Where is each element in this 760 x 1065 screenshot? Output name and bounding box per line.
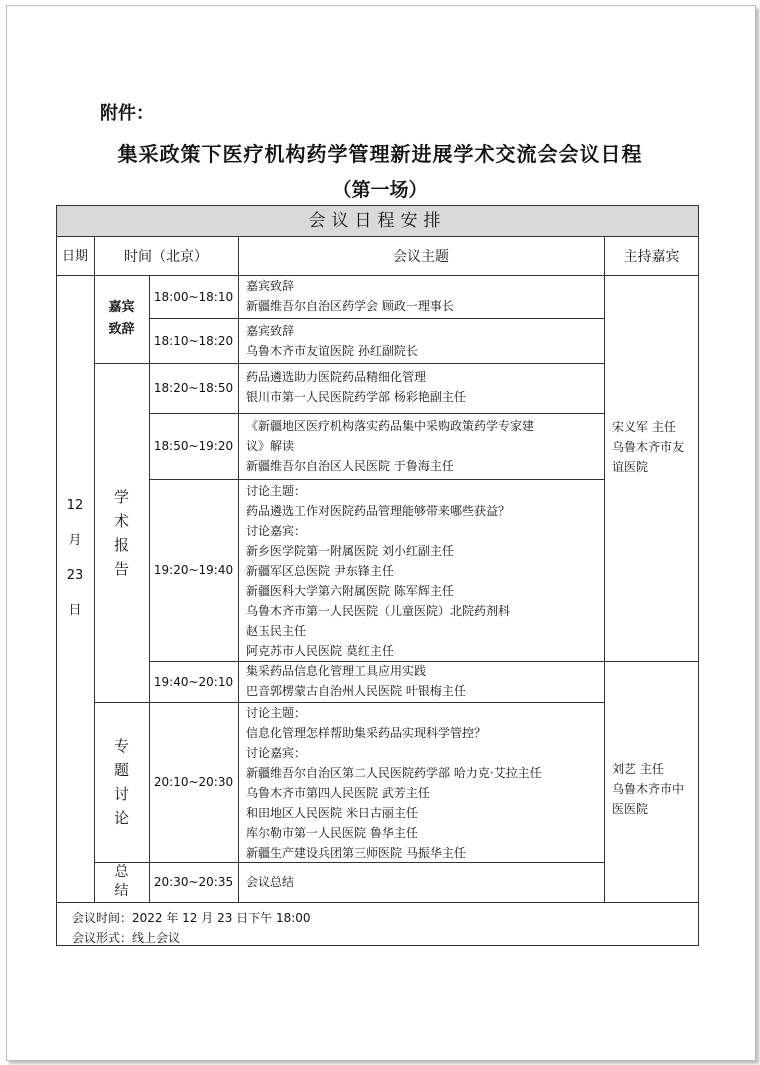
host-line: 宋义军 主任 bbox=[612, 420, 676, 434]
topic-line: 新疆维吾尔自治区人民医院 于鲁海主任 bbox=[246, 459, 454, 473]
attachment-label: 附件： bbox=[100, 103, 154, 124]
topic-line: 嘉宾致辞 bbox=[246, 279, 295, 293]
schedule-table bbox=[56, 205, 699, 945]
session-label-part: 论 bbox=[113, 809, 129, 827]
host-line: 谊医院 bbox=[612, 460, 649, 474]
time-cell: 18:00~18:10 bbox=[153, 289, 234, 304]
topic-line: 银川市第一人民医院药学部 杨彩艳副主任 bbox=[246, 390, 466, 404]
topic-line: 赵玉民主任 bbox=[246, 624, 307, 638]
topic-line: 嘉宾致辞 bbox=[246, 324, 295, 338]
host-line: 刘艺 主任 bbox=[612, 762, 664, 776]
topic-cell bbox=[238, 363, 604, 413]
topic-line: 库尔勒市第一人民医院 鲁华主任 bbox=[246, 826, 418, 840]
document-title: 集采政策下医疗机构药学管理新进展学术交流会会议日程 bbox=[117, 142, 643, 166]
host-line: 乌鲁木齐市友 bbox=[612, 440, 685, 454]
topic-line: 新疆医科大学第六附属医院 陈军辉主任 bbox=[246, 584, 454, 598]
topic-line: 讨论嘉宾： bbox=[246, 524, 307, 538]
topic-line: 讨论主题： bbox=[246, 706, 307, 720]
topic-line: 新乡医学院第一附属医院 刘小红副主任 bbox=[246, 544, 454, 558]
host-line: 乌鲁木齐市中 bbox=[612, 782, 685, 796]
topic-line: 新疆维吾尔自治区第二人民医院药学部 哈力克·艾拉主任 bbox=[246, 766, 542, 780]
host-line: 医医院 bbox=[612, 802, 649, 816]
time-cell: 18:10~18:20 bbox=[153, 333, 234, 348]
topic-line: 新疆军区总医院 尹东锋主任 bbox=[246, 564, 394, 578]
topic-line: 和田地区人民医院 米日古丽主任 bbox=[246, 806, 418, 820]
topic-line: 乌鲁木齐市第四人民医院 武芳主任 bbox=[246, 786, 430, 800]
topic-cell bbox=[238, 275, 604, 318]
time-cell: 19:40~20:10 bbox=[153, 674, 234, 689]
session-summary bbox=[94, 862, 149, 902]
date-cell bbox=[56, 495, 94, 635]
header-date: 日期 bbox=[61, 248, 88, 264]
document-subtitle: （第一场） bbox=[332, 179, 428, 201]
time-cell: 18:50~19:20 bbox=[153, 439, 234, 453]
time-cell: 20:30~20:35 bbox=[153, 875, 234, 889]
session-label-part: 结 bbox=[114, 883, 129, 899]
topic-cell bbox=[238, 661, 604, 702]
topic-line: 议》解读 bbox=[246, 439, 295, 453]
topic-line: 讨论嘉宾： bbox=[246, 746, 307, 760]
session-welcome bbox=[94, 275, 149, 363]
topic-line: 新疆生产建设兵团第三师医院 马振华主任 bbox=[246, 846, 466, 860]
session-label-part: 学 bbox=[113, 487, 129, 506]
session-label-part: 题 bbox=[113, 761, 129, 779]
meeting-format: 会议形式：线上会议 bbox=[72, 931, 181, 945]
topic-line: 阿克苏市人民医院 莫红主任 bbox=[246, 644, 394, 658]
session-label-part: 嘉宾 bbox=[108, 300, 135, 315]
session-label-part: 致辞 bbox=[108, 322, 135, 337]
topic-line: 讨论主题： bbox=[246, 484, 307, 498]
topic-line: 《新疆地区医疗机构落实药品集中采购政策药学专家建 bbox=[246, 419, 535, 433]
session-academic bbox=[94, 363, 149, 702]
time-cell: 19:20~19:40 bbox=[153, 563, 234, 577]
session-label-part: 告 bbox=[113, 559, 129, 578]
topic-cell bbox=[238, 862, 604, 902]
session-special bbox=[94, 702, 149, 862]
date-part: 12 bbox=[66, 498, 84, 513]
time-cell: 18:20~18:50 bbox=[153, 381, 234, 395]
topic-cell bbox=[238, 413, 604, 479]
meeting-time: 会议时间：2022 年 12 月 23 日下午 18:00 bbox=[72, 911, 311, 925]
session-label-part: 报 bbox=[113, 535, 129, 554]
topic-cell bbox=[238, 318, 604, 363]
date-part: 月 bbox=[68, 533, 82, 548]
topic-line: 药品遴选助力医院药品精细化管理 bbox=[246, 370, 427, 384]
session-label-part: 讨 bbox=[113, 785, 129, 803]
topic-cell bbox=[238, 479, 604, 661]
topic-line: 新疆维吾尔自治区药学会 顾政一理事长 bbox=[246, 299, 454, 313]
topic-line: 会议总结 bbox=[246, 875, 295, 889]
host-cell bbox=[604, 759, 699, 829]
topic-cell bbox=[238, 702, 604, 862]
topic-line: 乌鲁木齐市友谊医院 孙红副院长 bbox=[246, 344, 418, 358]
header-time: 时间（北京） bbox=[124, 249, 208, 265]
topic-line: 巴音郭楞蒙古自治州人民医院 叶银梅主任 bbox=[246, 684, 466, 698]
topic-line: 乌鲁木齐市第一人民医院（儿童医院）北院药剂科 bbox=[246, 604, 511, 618]
topic-line: 信息化管理怎样帮助集采药品实现科学管控？ bbox=[246, 726, 487, 740]
topic-line: 集采药品信息化管理工具应用实践 bbox=[246, 664, 427, 678]
header-host: 主持嘉宾 bbox=[623, 249, 680, 265]
session-label-part: 总 bbox=[114, 864, 129, 880]
host-cell bbox=[604, 417, 699, 487]
date-part: 23 bbox=[66, 568, 84, 583]
date-part: 日 bbox=[68, 603, 82, 618]
header-topic: 会议主题 bbox=[393, 249, 449, 265]
topic-line: 药品遴选工作对医院药品管理能够带来哪些获益？ bbox=[246, 504, 511, 518]
time-cell: 20:10~20:30 bbox=[153, 775, 234, 789]
session-label-part: 术 bbox=[113, 511, 129, 530]
schedule-band-title: 会议日程安排 bbox=[56, 205, 699, 237]
session-label-part: 专 bbox=[113, 737, 129, 755]
